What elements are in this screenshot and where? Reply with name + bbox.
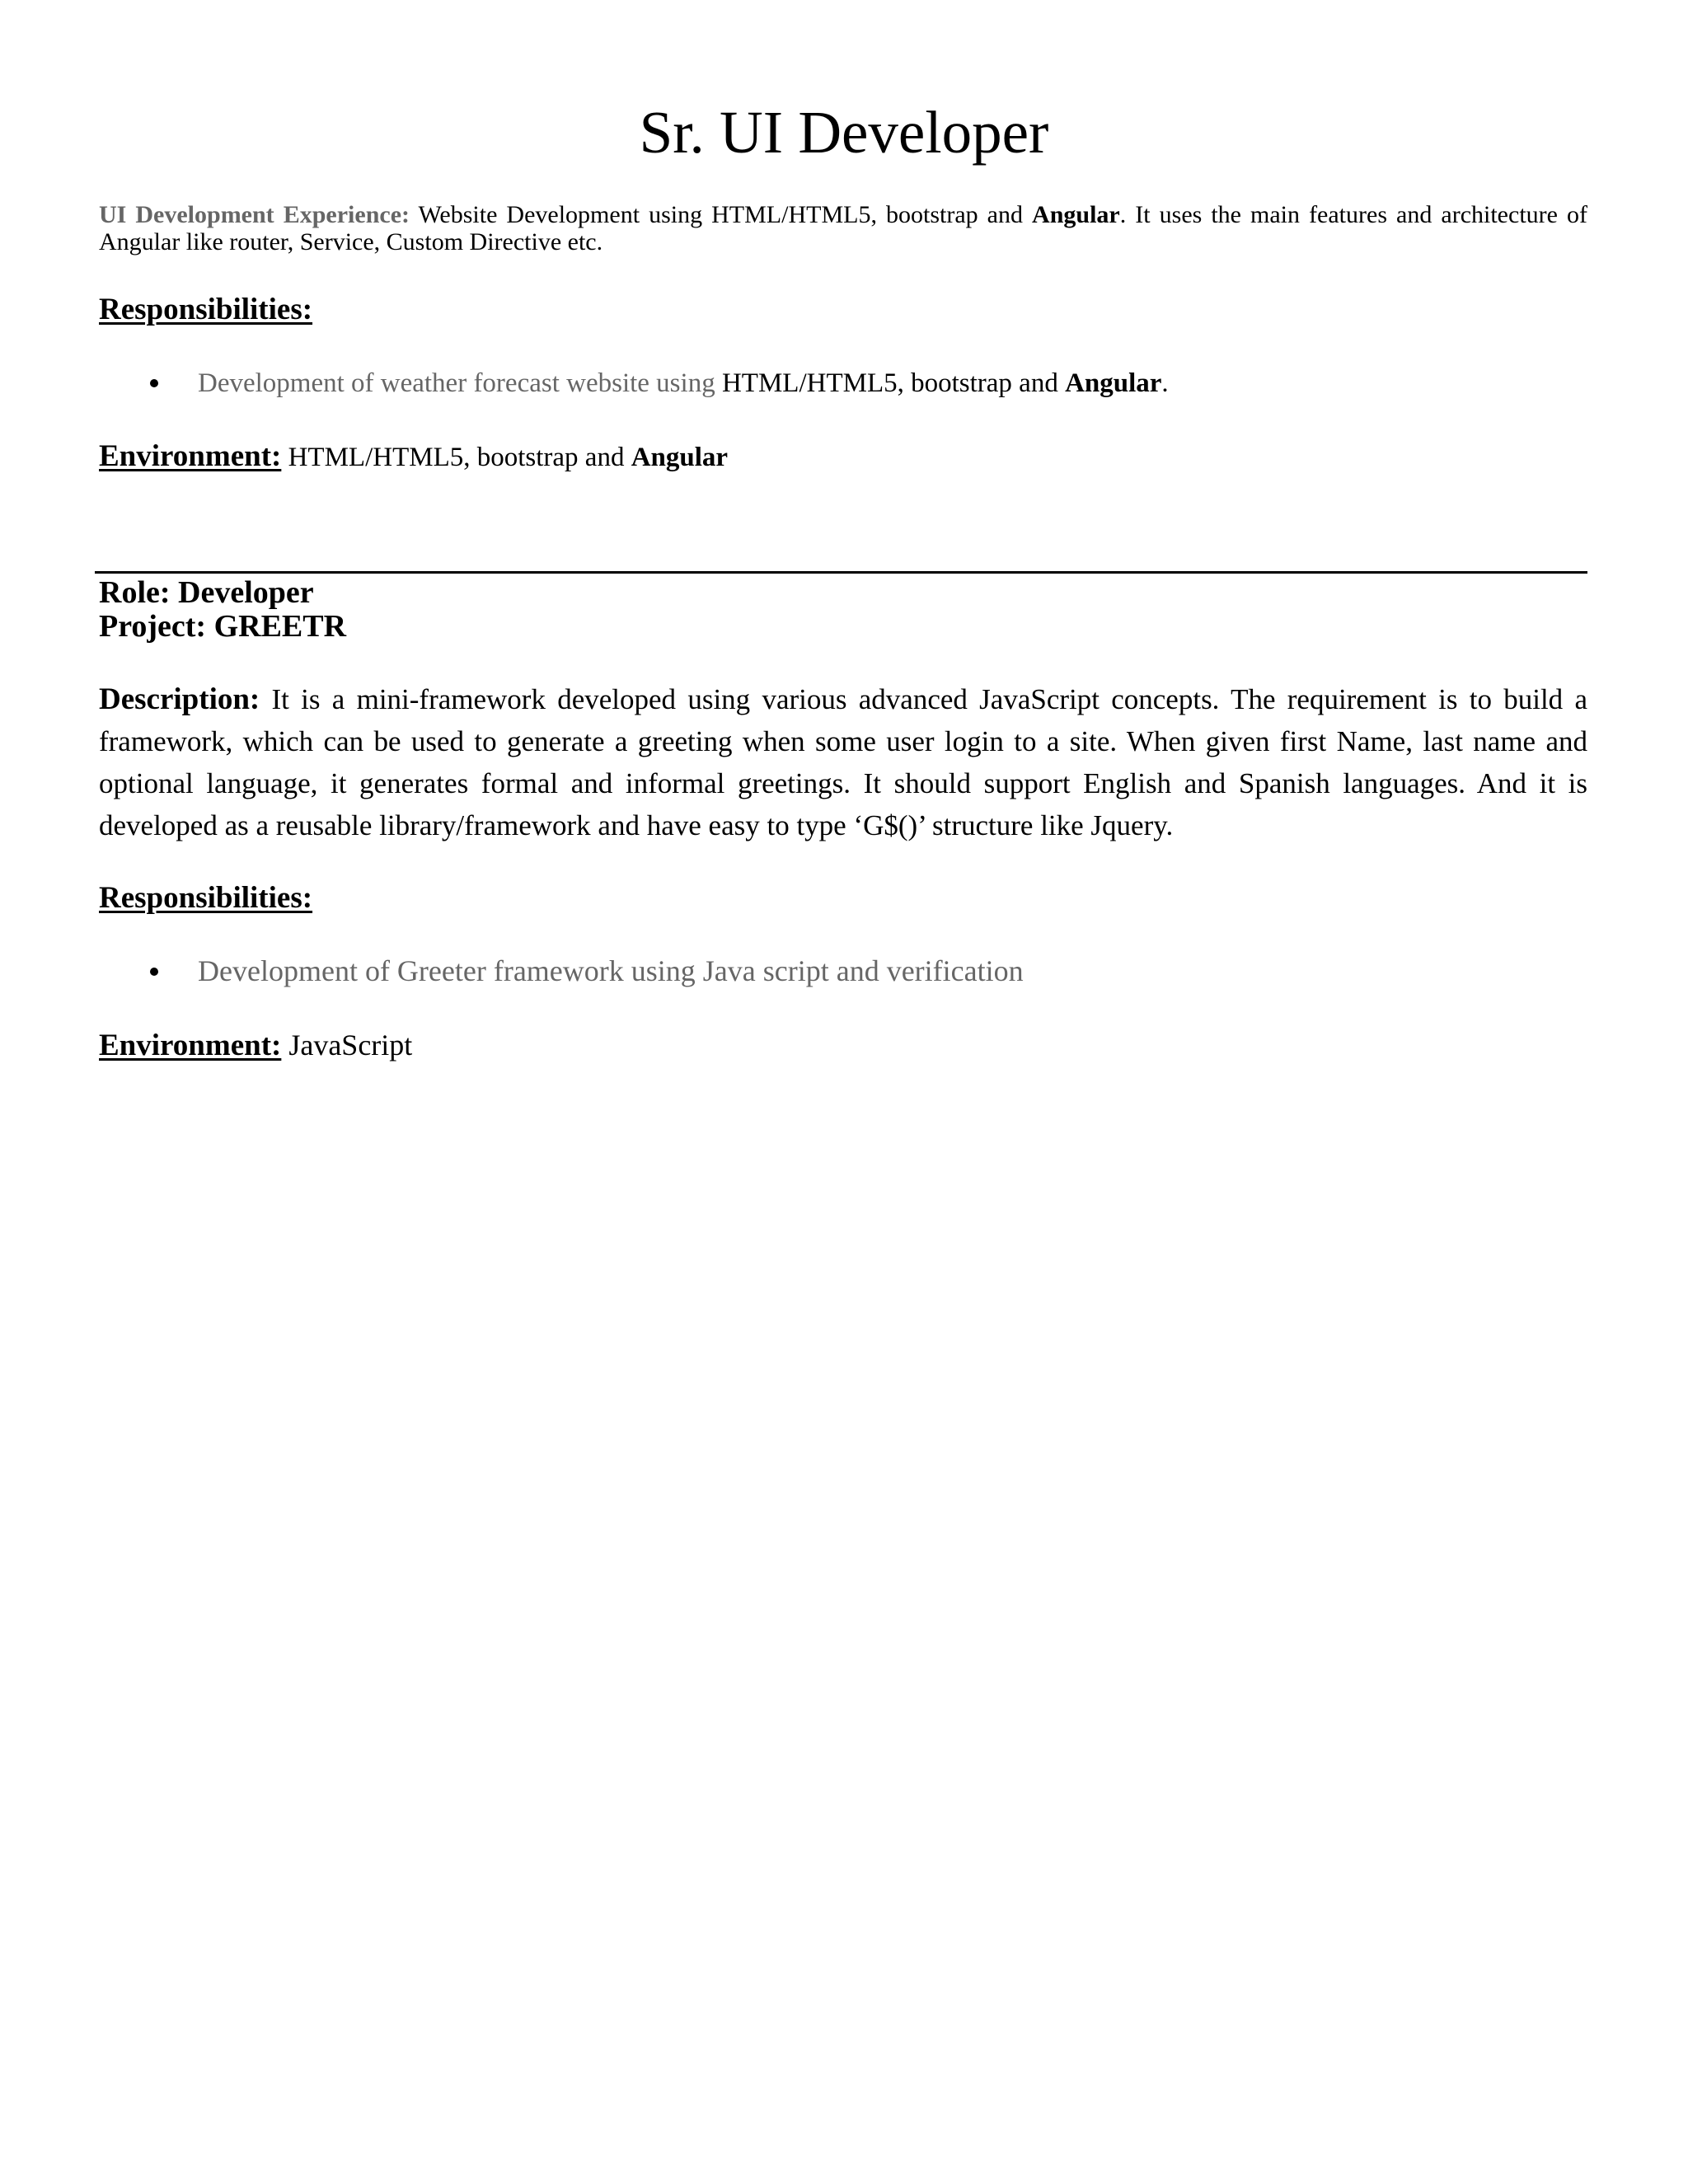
environment-text-2: JavaScript bbox=[281, 1029, 413, 1062]
project-line: Project: GREETR bbox=[99, 609, 347, 644]
experience-text-a: Website Development using HTML/HTML5, bootstrap and bbox=[410, 201, 1033, 228]
responsibilities-heading-1: Responsibilities: bbox=[99, 293, 313, 326]
experience-text-b: . It uses the main features and architecture of Angular like router, Service, Custom Directive etc. bbox=[99, 201, 1587, 255]
responsibility-item-2: Development of Greeter framework using Java script and verification bbox=[198, 954, 1024, 987]
environment-heading-2: Environment: bbox=[99, 1029, 282, 1062]
responsibility-grey-text: Development of weather forecast website using bbox=[198, 368, 722, 398]
section-divider bbox=[95, 571, 1587, 574]
role-line: Role: Developer bbox=[99, 575, 314, 610]
experience-bold: Angular bbox=[1032, 201, 1120, 228]
environment-line-2 bbox=[99, 1027, 412, 1064]
environment-heading-1: Environment: bbox=[99, 439, 282, 473]
responsibility-text: HTML/HTML5, bootstrap and bbox=[721, 368, 1066, 398]
environment-line-1 bbox=[99, 438, 728, 476]
environment-text-1: HTML/HTML5, bootstrap and bbox=[281, 443, 631, 472]
environment-bold-1: Angular bbox=[631, 443, 729, 472]
page-title: Sr. UI Developer bbox=[639, 99, 1049, 166]
description-text: It is a mini-framework developed using various advanced JavaScript concepts. The requirement is to build a framework, which can be used to generate a greeting when some user login to a site. When given first Name, last name and optional language, it generates formal and informal greetings. It should support English and Spanish languages. And it is developed as a reusable library/framework and have easy to type ‘G$()’ structure like Jquery. bbox=[99, 683, 1587, 841]
experience-paragraph bbox=[99, 201, 1587, 255]
description-paragraph bbox=[99, 678, 1587, 846]
bullet-icon bbox=[150, 379, 158, 387]
responsibility-bold: Angular bbox=[1065, 368, 1162, 398]
responsibilities-heading-2: Responsibilities: bbox=[99, 881, 313, 915]
bullet-icon bbox=[150, 968, 158, 976]
description-label: Description: bbox=[99, 682, 260, 716]
responsibility-end: . bbox=[1161, 368, 1169, 398]
responsibility-item-1 bbox=[198, 365, 1169, 401]
experience-label: UI Development Experience: bbox=[99, 201, 410, 228]
